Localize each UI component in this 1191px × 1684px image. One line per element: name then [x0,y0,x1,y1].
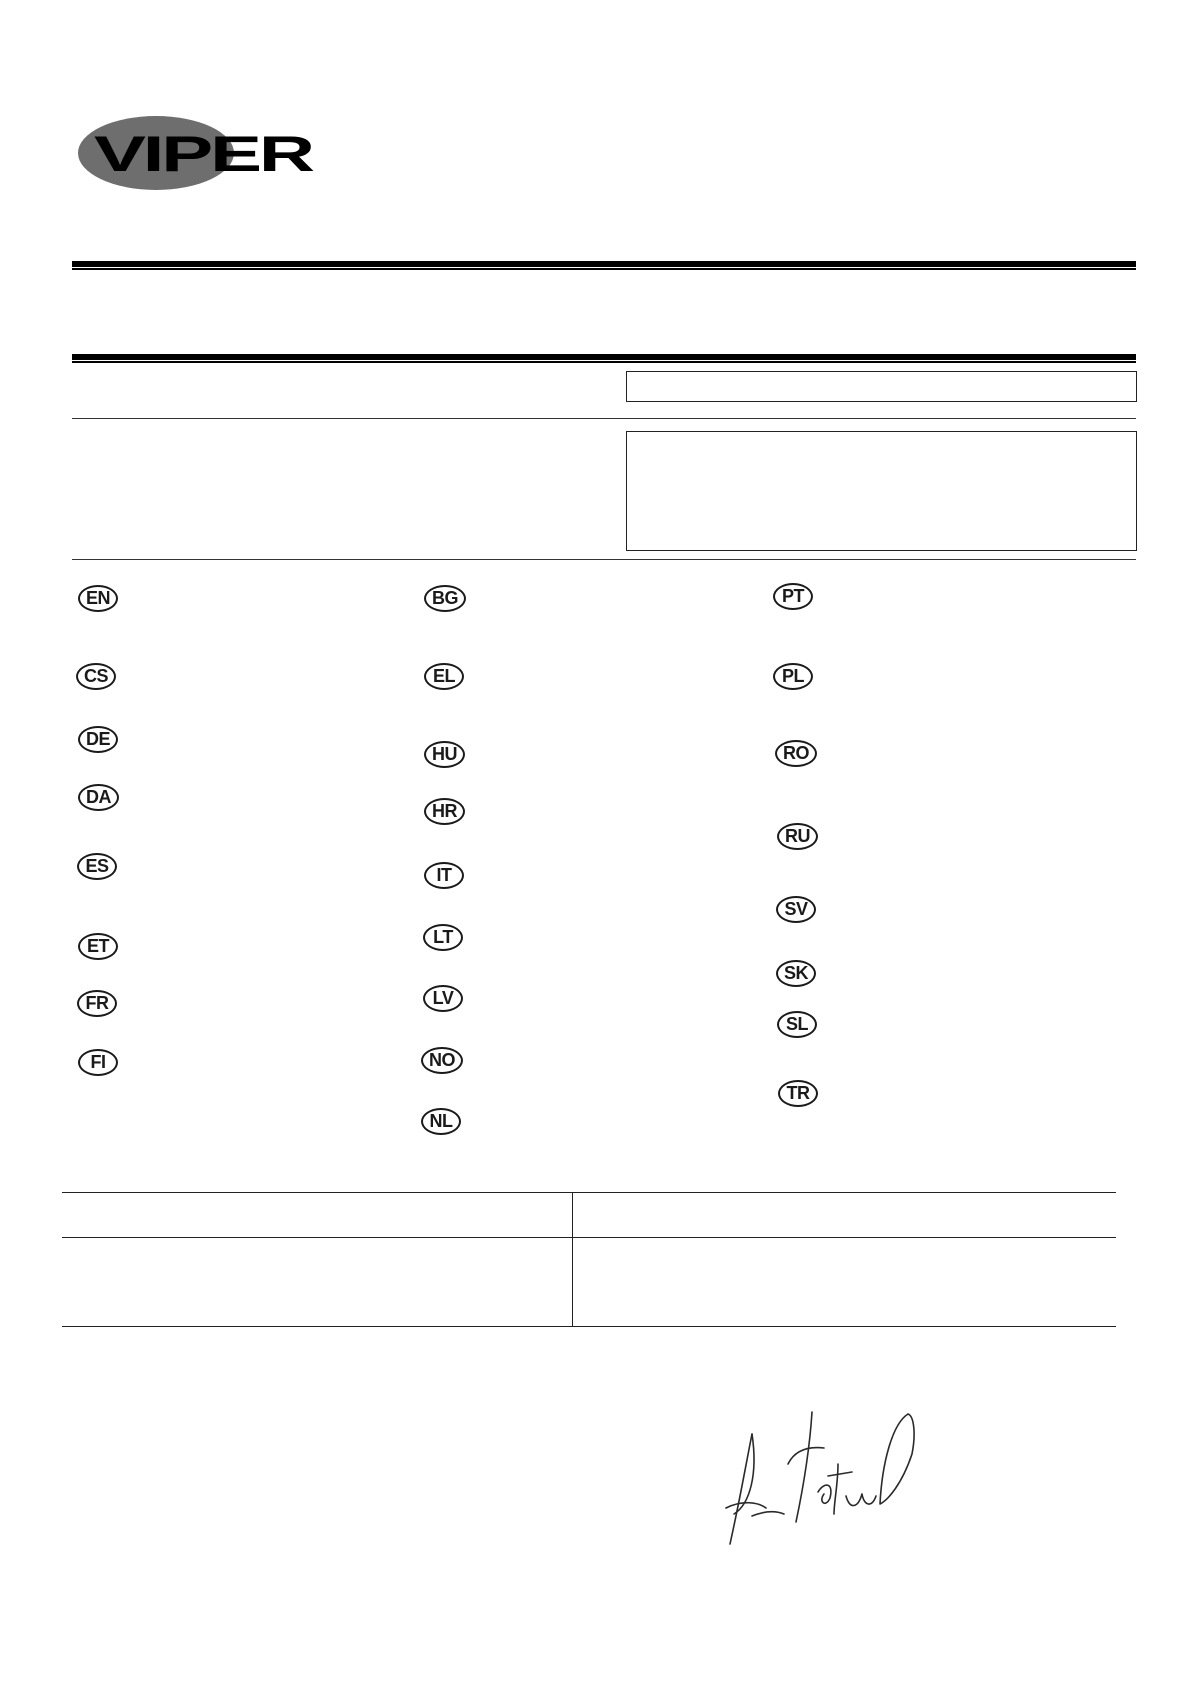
header-rule-top-thick [72,261,1136,267]
lang-badge-no: NO [421,1047,463,1074]
lang-badge-hu: HU [424,741,465,768]
viper-logo [78,114,318,192]
signature-stroke [726,1503,766,1508]
signature-stroke [752,1512,784,1516]
table-top-border [62,1192,1116,1193]
lang-badge-lt: LT [423,924,463,951]
signature-stroke [846,1494,876,1506]
header-rule-bottom-thin [72,361,1136,363]
lang-badge-hr: HR [424,798,465,825]
lang-badge-lv: LV [423,985,463,1012]
lang-badge-sl: SL [777,1011,817,1038]
header-rule-top-thin [72,268,1136,270]
signature-strokes [722,1404,922,1554]
lang-badge-tr: TR [778,1080,818,1107]
lang-badge-es: ES [77,853,117,880]
lang-badge-bg: BG [424,585,466,612]
lang-badge-cs: CS [76,663,116,690]
signature-stroke [828,1472,852,1476]
lang-badge-sv: SV [776,896,816,923]
lang-badge-pt: PT [773,583,813,610]
model-field-box [626,371,1137,402]
lang-badge-nl: NL [421,1108,461,1135]
lang-badge-fr: FR [77,990,117,1017]
lang-badge-pl: PL [773,663,813,690]
lang-badge-en: EN [78,585,118,612]
section-divider-2 [72,559,1136,560]
signature-stroke [880,1414,914,1504]
lang-badge-de: DE [78,726,118,753]
section-divider-1 [72,418,1136,419]
lang-badge-da: DA [78,784,119,811]
lang-badge-fi: FI [78,1049,118,1076]
signature-stroke [834,1464,838,1514]
header-rule-bottom-thick [72,354,1136,360]
table-column-divider [572,1192,573,1326]
lang-badge-it: IT [424,862,464,889]
table-bottom-border [62,1326,1116,1327]
lang-badge-sk: SK [776,960,816,987]
lang-badge-ru: RU [777,823,818,850]
signature-stroke [796,1412,812,1522]
logo-wordmark: VIPER [94,126,315,182]
lang-badge-et: ET [78,933,118,960]
viper-logo-graphic [78,114,318,192]
signature-stroke [730,1434,752,1544]
table-row-divider [62,1237,1116,1238]
lang-badge-el: EL [424,663,464,690]
signature-stroke [818,1485,831,1503]
details-field-box [626,431,1137,551]
lang-badge-ro: RO [775,740,817,767]
handwritten-signature-icon [722,1404,922,1554]
